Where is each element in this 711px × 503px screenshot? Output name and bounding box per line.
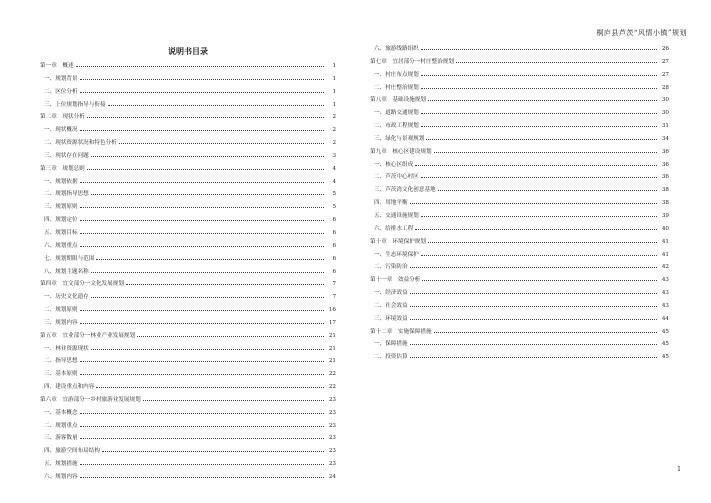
toc-section-entry [40,458,336,471]
toc-entry-page: 1 [332,63,336,69]
toc-section-entry [40,471,336,484]
toc-entry-page: 7 [332,281,336,288]
toc-entry-page: 21 [328,345,336,352]
toc-entry-page: 44 [661,315,669,322]
toc-dot-leader [80,426,324,427]
toc-section-entry [40,407,336,420]
toc-chapter-entry [40,278,336,291]
toc-dot-leader [422,280,657,281]
toc-entry-page: 41 [661,251,669,258]
toc-entry-text: 一、基本概念 [44,409,78,416]
toc-dot-leader [91,349,324,350]
toc-dot-leader [80,233,324,234]
toc-entry-page: 1 [332,88,336,95]
toc-entry-text: 第二章 现状分析 [40,114,85,121]
toc-entry-text: 一、林业资源现状 [44,345,89,352]
toc-entry-page: 4 [332,178,336,185]
toc-dot-leader [80,92,324,93]
toc-dot-leader [80,374,324,375]
toc-entry-text: 一、历史文化遗存 [44,294,89,301]
toc-entry-text: 四、用地平衡 [374,200,408,207]
toc-entry-text: 七、规划期限与范围 [44,255,95,262]
toc-entry-page: 45 [661,354,669,361]
toc-entry-text: 三、基本原则 [44,371,78,378]
toc-entry-text: 三、游客数量 [44,435,78,442]
toc-dot-leader [434,152,657,153]
toc-dot-leader [438,190,657,191]
toc-section-entry [370,133,669,146]
toc-section-entry [370,159,669,172]
toc-entry-text: 第十章 环境保护规划 [370,238,426,245]
toc-entry-text: 二、芦茨中心村区 [374,174,419,181]
toc-section-entry [370,184,669,197]
toc-section-entry [370,338,669,351]
toc-section-entry [370,287,669,300]
toc-entry-page: 2 [332,140,336,147]
toc-entry-text: 二、村庄整治规划 [374,84,419,91]
toc-entry-page: 36 [661,161,669,168]
toc-entry-page: 5 [332,191,336,198]
toc-section-entry [40,86,336,99]
toc-entry-text: 第五章 宜业部分一林业产业发展规划 [40,332,136,339]
toc-chapter-entry [370,326,669,339]
toc-dot-leader [119,143,324,144]
toc-dot-leader [80,207,324,208]
toc-dot-leader [421,75,657,76]
toc-section-entry [370,261,669,274]
toc-entry-text: 一、现状概况 [44,127,78,134]
toc-entry-page: 26 [661,46,669,52]
toc-entry-text: 二、市政工程规划 [374,123,419,130]
toc-entry-text: 二、污染防治 [374,264,408,271]
toc-right-column [370,43,669,364]
toc-entry-page: 39 [661,212,669,219]
toc-entry-text: 五、规划措施 [44,461,78,468]
toc-entry-page: 4 [332,165,336,172]
toc-dot-leader [108,105,324,106]
toc-dot-leader [410,267,657,268]
toc-dot-leader [102,451,324,452]
toc-section-entry [40,137,336,150]
toc-entry-text: 三、环境效益 [374,315,408,322]
toc-entry-text: 第十一章 效益分析 [370,277,421,284]
toc-dot-leader [80,361,324,362]
toc-entry-page: 22 [328,371,336,378]
toc-dot-leader [80,464,324,465]
toc-entry-text: 八、规划主题名称 [44,268,89,275]
toc-section-entry [370,313,669,326]
toc-section-entry [40,73,336,86]
toc-chapter-entry [370,236,669,249]
toc-section-entry [40,176,336,189]
toc-section-entry [40,432,336,445]
toc-entry-text: 一、保障措施 [374,341,408,348]
toc-dot-leader [421,177,657,178]
toc-entry-text: 六、规划重点 [44,242,78,249]
toc-entry-text: 三、绿化与景观规划 [374,135,425,142]
toc-section-entry [370,43,669,56]
toc-dot-leader [80,438,324,439]
toc-dot-leader [421,49,657,50]
toc-chapter-entry [40,111,336,124]
toc-entry-page: 45 [661,328,669,335]
toc-entry-page: 6 [332,217,336,224]
toc-section-entry [40,188,336,201]
toc-dot-leader [76,66,324,67]
toc-entry-page: 34 [661,135,669,142]
toc-entry-text: 第一章 概述 [40,63,74,69]
toc-dot-leader [80,182,324,183]
toc-dot-leader [428,100,657,101]
toc-dot-leader [80,220,324,221]
toc-section-entry [40,214,336,227]
toc-entry-page: 3 [332,152,336,159]
toc-entry-page: 17 [328,319,336,326]
toc-chapter-entry [40,163,336,176]
toc-dot-leader [421,88,657,89]
running-header: 桐庐县芦茨“风情小镇”规划 [596,29,687,37]
toc-section-entry [40,304,336,317]
toc-section-entry [370,82,669,95]
toc-section-entry [40,201,336,214]
toc-entry-text: 二、指导思想 [44,358,78,365]
toc-entry-page: 21 [328,332,336,339]
toc-entry-text: 第九章 核心区建设规划 [370,148,432,155]
toc-entry-text: 三、规划原则 [44,204,78,211]
toc-section-entry [40,317,336,330]
toc-section-entry [370,300,669,313]
toc-dot-leader [415,165,657,166]
toc-section-entry [370,210,669,223]
toc-entry-page: 43 [661,290,669,297]
toc-entry-text: 三、芦茨湾文化创意基地 [374,187,436,194]
toc-entry-page: 40 [661,225,669,232]
toc-entry-page: 38 [661,187,669,194]
toc-dot-leader [143,400,324,401]
toc-dot-leader [421,216,657,217]
toc-entry-page: 22 [328,384,336,391]
toc-entry-text: 三、规划内容 [44,319,78,326]
toc-section-entry [40,253,336,266]
toc-entry-page: 27 [661,71,669,78]
toc-dot-leader [80,246,324,247]
toc-entry-text: 第十二章 实施保障措施 [370,328,432,335]
toc-dot-leader [137,336,324,337]
toc-dot-leader [410,203,657,204]
toc-dot-leader [96,387,324,388]
toc-entry-page: 23 [328,461,336,468]
toc-entry-page: 23 [328,396,336,403]
toc-dot-leader [428,242,657,243]
toc-entry-text: 二、规划重点 [44,422,78,429]
toc-entry-page: 2 [332,127,336,134]
toc-dot-leader [421,126,657,127]
toc-section-entry [40,291,336,304]
toc-entry-page: 23 [328,435,336,442]
toc-section-entry [40,343,336,356]
toc-section-entry [40,355,336,368]
toc-dot-leader [80,79,324,80]
toc-entry-text: 六、旅游线路组织 [374,46,419,52]
toc-entry-text: 一、生态环境保护 [374,251,419,258]
toc-dot-leader [96,259,324,260]
toc-entry-text: 四、旅游空间布局结构 [44,448,100,455]
toc-entry-page: 31 [661,123,669,130]
toc-dot-leader [87,117,324,118]
toc-dot-leader [80,477,324,478]
toc-section-entry [370,107,669,120]
toc-chapter-entry [40,330,336,343]
toc-entry-text: 第六章 宜游部分一乡村旅游业发展规划 [40,396,141,403]
toc-dot-leader [434,332,657,333]
toc-entry-page: 23 [328,448,336,455]
toc-entry-page: 36 [661,174,669,181]
toc-entry-text: 第三章 规划总则 [40,165,85,172]
toc-entry-text: 四、建设重点和内容 [44,384,95,391]
toc-entry-text: 一、村庄布点规划 [374,71,419,78]
toc-dot-leader [80,413,324,414]
toc-entry-text: 一、道路交通规划 [374,110,419,117]
toc-entry-page: 6 [332,255,336,262]
toc-dot-leader [421,113,657,114]
toc-entry-text: 第七章 宜居部分一村庄整治规划 [370,58,454,65]
toc-entry-text: 二、规划原则 [44,307,78,314]
toc-section-entry [370,171,669,184]
toc-section-entry [40,266,336,279]
toc-dot-leader [91,272,324,273]
toc-chapter-entry [40,394,336,407]
toc-entry-text: 五、规划目标 [44,229,78,236]
toc-section-entry [40,240,336,253]
toc-chapter-entry [370,274,669,287]
toc-entry-text: 三、上位规划指导与衔接 [44,101,106,108]
toc-section-entry [370,351,669,364]
toc-entry-text: 二、规划指导思想 [44,191,89,198]
toc-entry-text: 二、投资估算 [374,354,408,361]
toc-entry-page: 23 [328,422,336,429]
toc-entry-text: 第四章 宜文部分一文化发展规划 [40,281,124,288]
toc-entry-page: 6 [332,229,336,236]
toc-dot-leader [410,357,657,358]
toc-section-entry [40,150,336,163]
toc-entry-page: 24 [328,474,336,480]
toc-entry-text: 四、规划定位 [44,217,78,224]
toc-entry-page: 7 [332,294,336,301]
toc-entry-text: 三、现状存在问题 [44,152,89,159]
toc-entry-page: 1 [332,75,336,82]
toc-entry-text: 五、交通设施规划 [374,212,419,219]
toc-entry-page: 5 [332,204,336,211]
toc-entry-text: 一、核心区组成 [374,161,414,168]
toc-chapter-entry [370,56,669,69]
toc-section-entry [370,120,669,133]
toc-section-entry [40,99,336,112]
toc-dot-leader [91,156,324,157]
toc-entry-page: 41 [661,238,669,245]
toc-dot-leader [415,229,657,230]
toc-entry-text: 六、规划内容 [44,474,78,480]
toc-entry-page: 43 [661,302,669,309]
toc-dot-leader [91,297,324,298]
toc-section-entry [370,223,669,236]
toc-dot-leader [91,194,324,195]
toc-entry-page: 30 [661,110,669,117]
toc-entry-text: 一、规划背景 [44,75,78,82]
toc-left-column [40,60,336,484]
page-number: 1 [677,466,681,473]
toc-title: 说明书目录 [168,46,208,56]
toc-chapter-entry [40,60,336,73]
toc-entry-page: 27 [661,58,669,65]
toc-section-entry [370,197,669,210]
toc-entry-text: 第八章 基础设施规划 [370,97,426,104]
toc-entry-page: 21 [328,358,336,365]
toc-entry-page: 28 [661,84,669,91]
toc-entry-page: 38 [661,200,669,207]
toc-section-entry [40,420,336,433]
toc-section-entry [370,69,669,82]
toc-entry-text: 二、现状资源状况和特色分析 [44,140,117,147]
toc-section-entry [40,381,336,394]
toc-section-entry [40,368,336,381]
toc-section-entry [40,445,336,458]
toc-dot-leader [126,284,324,285]
toc-section-entry [370,249,669,262]
toc-chapter-entry [370,146,669,159]
toc-entry-text: 二、社会效益 [374,302,408,309]
toc-entry-text: 六、给排水工程 [374,225,414,232]
toc-dot-leader [80,130,324,131]
toc-section-entry [40,124,336,137]
toc-entry-page: 23 [328,409,336,416]
toc-dot-leader [410,344,657,345]
toc-dot-leader [80,310,324,311]
toc-entry-text: 二、区位分析 [44,88,78,95]
toc-dot-leader [426,139,657,140]
toc-section-entry [40,227,336,240]
toc-entry-page: 30 [661,97,669,104]
toc-entry-page: 2 [332,114,336,121]
toc-entry-text: 一、经济效益 [374,290,408,297]
toc-chapter-entry [370,94,669,107]
toc-entry-page: 42 [661,264,669,271]
toc-dot-leader [87,169,324,170]
toc-entry-page: 43 [661,277,669,284]
toc-dot-leader [410,319,657,320]
toc-entry-page: 16 [328,307,336,314]
toc-dot-leader [80,323,324,324]
toc-entry-page: 1 [332,101,336,108]
toc-entry-text: 一、规划依据 [44,178,78,185]
toc-dot-leader [456,62,657,63]
toc-dot-leader [421,255,657,256]
toc-dot-leader [410,306,657,307]
toc-entry-page: 45 [661,341,669,348]
toc-entry-page: 6 [332,242,336,249]
toc-entry-page: 36 [661,148,669,155]
toc-entry-page: 6 [332,268,336,275]
toc-dot-leader [410,293,657,294]
